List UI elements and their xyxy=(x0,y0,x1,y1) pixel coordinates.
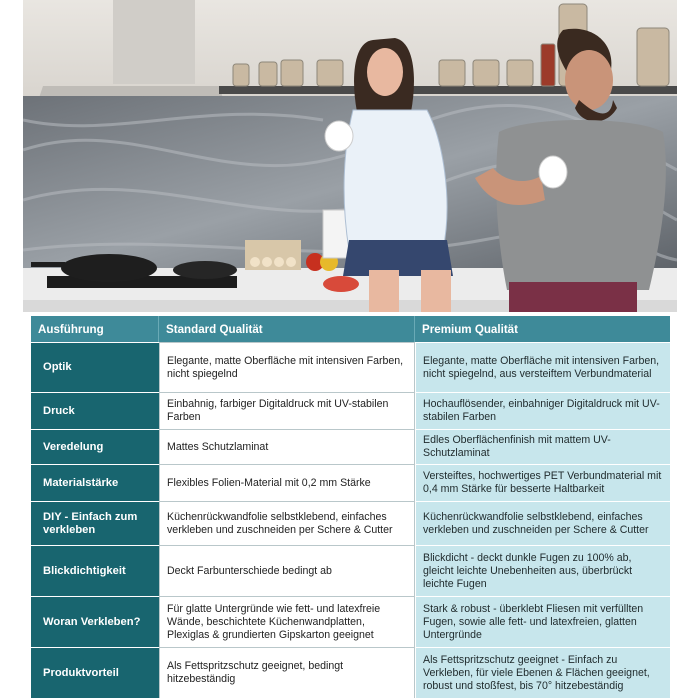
standard-woran-verkleben: Für glatte Untergründe wie fett- und latexfreie Wände, beschichtete Küchenwandplatten, Plexiglas & grundierten Gipskarton geeignet xyxy=(159,596,415,647)
standard-veredelung: Mattes Schutzlaminat xyxy=(159,429,415,464)
premium-diy: Küchenrückwandfolie selbstklebend, einfaches verkleben und zuschneiden per Schere & Cutter xyxy=(415,501,670,545)
wok-pan xyxy=(61,254,157,282)
row-label-woran-verkleben: Woran Verkleben? xyxy=(31,596,159,647)
header-premium: Premium Qualität xyxy=(415,316,670,342)
premium-blickdichtigkeit: Blickdicht - deckt dunkle Fugen zu 100% ab, gleicht leichte Unebenheiten aus, überbrückt leichte Fugen xyxy=(415,545,670,596)
standard-druck: Einbahnig, farbiger Digitaldruck mit UV-stabilen Farben xyxy=(159,392,415,429)
premium-woran-verkleben: Stark & robust - überklebt Fliesen mit verfüllten Fugen, sowie alle fett- und latexfreien, glatten Untergründe xyxy=(415,596,670,647)
standard-produktvorteil: Als Fettspritzschutz geeignet, bedingt hitzebeständig xyxy=(159,647,415,698)
row-label-veredelung: Veredelung xyxy=(31,429,159,464)
row-label-diy: DIY - Einfach zum verkleben xyxy=(31,501,159,545)
premium-druck: Hochauflösender, einbahniger Digitaldruck mit UV-stabilen Farben xyxy=(415,392,670,429)
premium-produktvorteil: Als Fettspritzschutz geeignet - Einfach zu Verkleben, für viele Ebenen & Flächen geeignet, robust und stoßfest, bis 70° hitzebeständig xyxy=(415,647,670,698)
kitchen-photo xyxy=(23,0,677,312)
row-label-druck: Druck xyxy=(31,392,159,429)
row-label-materialstaerke: Materialstärke xyxy=(31,464,159,501)
standard-blickdichtigkeit: Deckt Farbunterschiede bedingt ab xyxy=(159,545,415,596)
premium-materialstaerke: Versteiftes, hochwertiges PET Verbundmaterial mit 0,4 mm Stärke für besserte Haltbarkeit xyxy=(415,464,670,501)
mug-right xyxy=(539,156,567,188)
standard-diy: Küchenrückwandfolie selbstklebend, einfaches verkleben und zuschneiden per Schere & Cutter xyxy=(159,501,415,545)
mug-left xyxy=(325,121,353,151)
frying-pan xyxy=(173,261,237,279)
row-label-optik: Optik xyxy=(31,342,159,392)
tomato-bowl xyxy=(323,276,359,292)
premium-optik: Elegante, matte Oberfläche mit intensiven Farben, nicht spiegelnd, aus versteiftem Verbundmaterial xyxy=(415,342,670,392)
header-standard: Standard Qualität xyxy=(159,316,415,342)
row-label-produktvorteil: Produktvorteil xyxy=(31,647,159,698)
premium-veredelung: Edles Oberflächenfinish mit mattem UV-Schutzlaminat xyxy=(415,429,670,464)
standard-materialstaerke: Flexibles Folien-Material mit 0,2 mm Stärke xyxy=(159,464,415,501)
comparison-table xyxy=(31,316,670,698)
row-label-blickdichtigkeit: Blickdichtigkeit xyxy=(31,545,159,596)
range-hood-chimney xyxy=(113,0,195,84)
header-feature: Ausführung xyxy=(31,316,159,342)
standard-optik: Elegante, matte Oberfläche mit intensiven Farben, nicht spiegelnd xyxy=(159,342,415,392)
